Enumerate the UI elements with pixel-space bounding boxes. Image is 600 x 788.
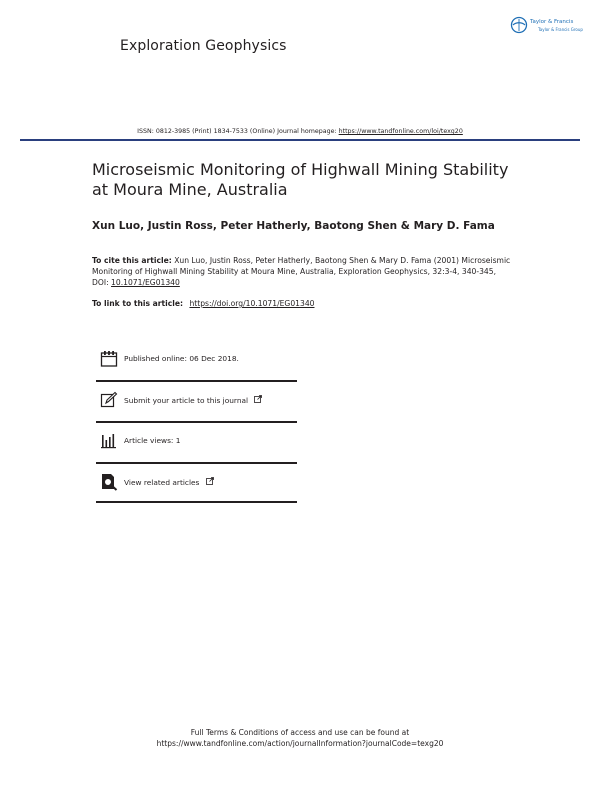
external-link-icon (254, 395, 262, 403)
related-articles-text: View related articles (124, 478, 200, 487)
item-divider (96, 501, 297, 503)
publisher-logo[interactable] (510, 16, 590, 38)
citation-label: To cite this article: (92, 256, 172, 265)
publisher-logo-icon (510, 16, 530, 36)
bar-chart-icon (100, 432, 118, 450)
footer (0, 727, 600, 749)
publisher-logo-tagline: Taylor & Francis Group (538, 27, 583, 32)
item-divider (96, 421, 297, 423)
issn-text: ISSN: 0812-3985 (Print) 1834-7533 (Online) Journal homepage: (137, 128, 337, 135)
submit-article-text: Submit your article to this journal (124, 396, 249, 405)
related-articles-label (124, 477, 214, 487)
citation-block (92, 255, 512, 288)
article-link-row (92, 299, 314, 308)
citation-doi-link[interactable]: 10.1071/EG01340 (111, 278, 180, 287)
published-online-label: Published online: 06 Dec 2018. (124, 354, 239, 363)
journal-title: Exploration Geophysics (120, 38, 287, 54)
submit-article-label (124, 395, 262, 405)
calendar-icon (100, 350, 118, 368)
footer-terms-text: Full Terms & Conditions of access and use can be found at (190, 728, 410, 737)
item-divider (96, 380, 297, 382)
link-label: To link to this article: (92, 299, 184, 308)
published-online-item (96, 342, 297, 382)
article-views-label: Article views: 1 (124, 436, 181, 445)
footer-terms-url[interactable]: https://www.tandfonline.com/action/journalInformation?journalCode=texg20 (156, 739, 444, 748)
citation-text: Xun Luo, Justin Ross, Peter Hatherly, Baotong Shen & Mary D. Fama (2001) Microseismic Monitoring of Highwall Mining Stability at Moura Mine, Australia, Exploration Geophysics, 32:3-4, 340-345, DOI: (92, 256, 511, 287)
submit-article-item[interactable] (96, 383, 297, 423)
edit-icon (100, 391, 118, 409)
header-rule (20, 139, 580, 141)
publisher-logo-name: Taylor & Francis (530, 19, 574, 25)
issn-line (0, 128, 600, 135)
article-views-item (96, 424, 297, 464)
article-doi-url[interactable]: https://doi.org/10.1071/EG01340 (189, 299, 315, 308)
article-title: Microseismic Monitoring of Highwall Mining Stability at Moura Mine, Australia (92, 160, 509, 199)
article-authors: Xun Luo, Justin Ross, Peter Hatherly, Baotong Shen & Mary D. Fama (92, 220, 495, 232)
journal-homepage-link[interactable]: https://www.tandfonline.com/loi/texg20 (338, 128, 463, 135)
document-search-icon (100, 473, 118, 491)
external-link-icon (206, 477, 214, 485)
related-articles-item[interactable] (96, 465, 297, 505)
item-divider (96, 462, 297, 464)
